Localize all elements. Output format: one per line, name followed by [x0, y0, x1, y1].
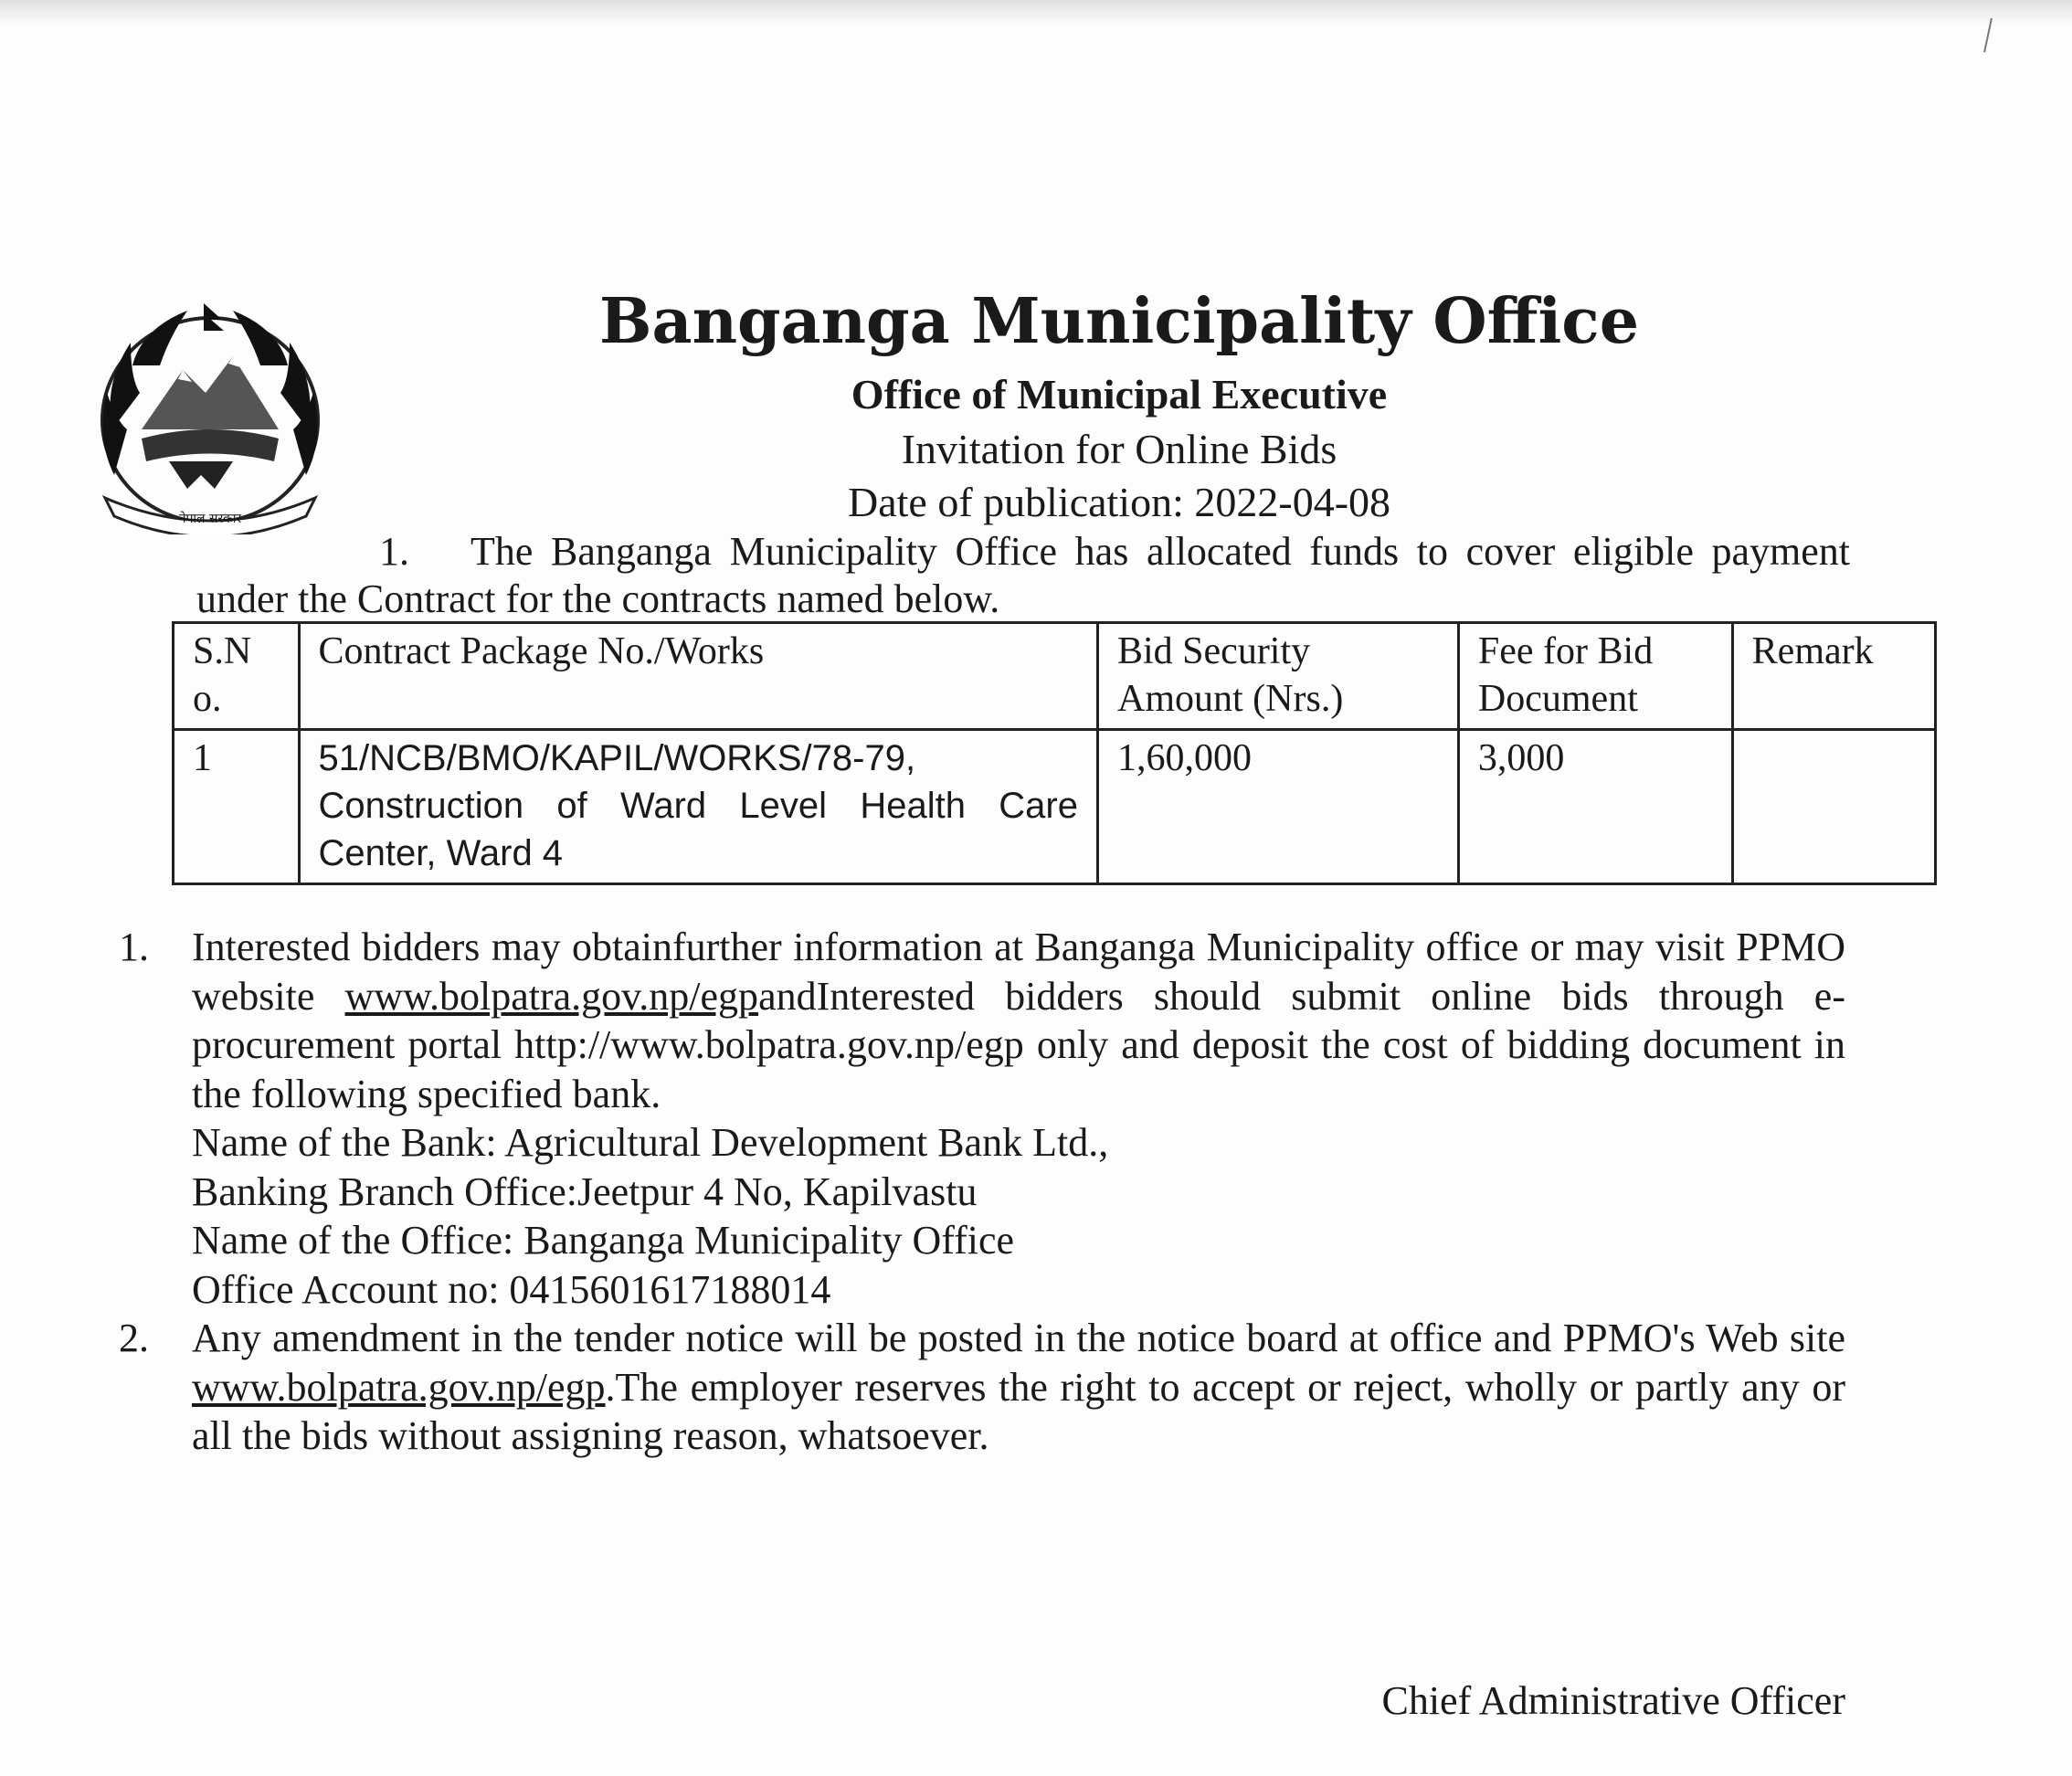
clause-2-text	[192, 1314, 1845, 1461]
clause-1-part2: andInterested bidders should submit online bids through e-procurement portal http://www.bolpatra.gov.np/egp only and deposit the cost of bidding document in the following specified bank.	[192, 973, 1845, 1116]
bank-name: Name of the Bank: Agricultural Development Bank Ltd.,	[192, 1120, 1109, 1165]
table-row	[174, 730, 1936, 884]
intro-text: The Banganga Municipality Office has allocated funds to cover eligible payment under the Contract for the contracts named below.	[196, 529, 1850, 621]
bank-branch: Banking Branch Office:Jeetpur 4 No, Kapilvastu	[192, 1168, 978, 1214]
col-header-fee: Fee for Bid Document	[1458, 623, 1732, 730]
nepal-emblem-icon	[78, 292, 343, 534]
account-number: Office Account no: 0415601617188014	[192, 1266, 831, 1312]
ppmo-website-link[interactable]: www.bolpatra.gov.np/egp	[192, 1364, 606, 1410]
clause-1-text	[192, 923, 1845, 1118]
intro-paragraph	[196, 528, 1850, 623]
col-header-remark: Remark	[1732, 623, 1935, 730]
cell-fee: 3,000	[1458, 730, 1732, 884]
contracts-table	[172, 621, 1937, 885]
clause-1-part1: Interested bidders may obtainfurther information at Banganga Municipality office or may visit PPMO website	[192, 925, 1845, 1019]
clause-2-part2: .The employer reserves the right to accept or reject, wholly or partly any or all the bids without assigning reason, whatsoever.	[192, 1364, 1845, 1458]
cell-works: 51/NCB/BMO/KAPIL/WORKS/78-79, Construction of Ward Level Health Care Center, Ward 4	[299, 730, 1097, 884]
office-subtitle: Office of Municipal Executive	[851, 371, 1388, 418]
office-name: Name of the Office: Banganga Municipality Office	[192, 1218, 1015, 1263]
cell-remark	[1732, 730, 1935, 884]
cell-sn: 1	[174, 730, 300, 884]
clause-2-number: 2.	[119, 1316, 149, 1360]
clause-2	[119, 1314, 1845, 1461]
col-header-works: Contract Package No./Works	[299, 623, 1097, 730]
publication-date: Date of publication: 2022-04-08	[847, 479, 1391, 525]
cell-bid-security: 1,60,000	[1098, 730, 1459, 884]
clause-1-number: 1.	[119, 925, 149, 969]
clause-list	[119, 923, 1845, 1461]
intro-number: 1.	[379, 529, 409, 574]
col-header-bid-security: Bid Security Amount (Nrs.)	[1098, 623, 1459, 730]
scan-edge	[0, 0, 2072, 26]
emblem-ribbon-text: नेपाल सरकार	[178, 512, 242, 526]
clause-2-part1: Any amendment in the tender notice will be posted in the notice board at office and PPMO's Web site	[192, 1316, 1845, 1360]
invitation-heading: Invitation for Online Bids	[901, 426, 1337, 472]
clause-1	[119, 923, 1845, 1314]
ppmo-link[interactable]: www.bolpatra.gov.np/egp	[344, 973, 759, 1019]
col-header-sn: S.N o.	[174, 623, 300, 730]
signature-title: Chief Administrative Officer	[1381, 1678, 1845, 1723]
table-header-row	[174, 623, 1936, 730]
page-title: Banganga Municipality Office	[599, 285, 1639, 358]
